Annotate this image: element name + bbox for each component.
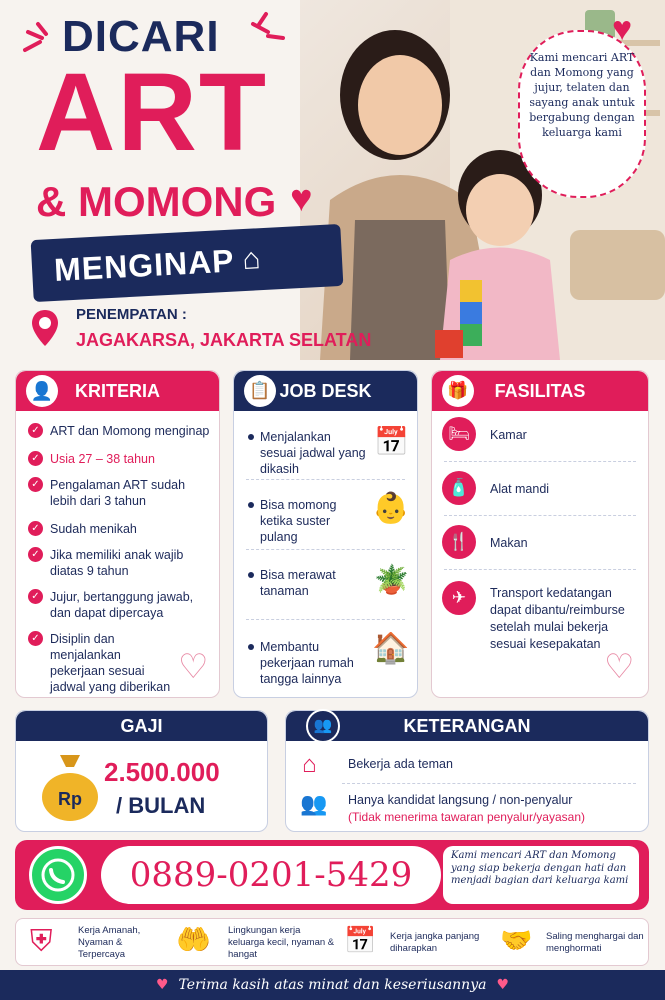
speech-bubble: Kami mencari ART dan Momong yang jujur, telaten dan sayang anak untuk bergabung dengan keluarga kami <box>518 30 646 198</box>
jobdesk-item: Bisa momong ketika suster pulang <box>246 497 367 545</box>
bed-icon: 🛏 <box>442 417 476 451</box>
divider <box>444 515 636 516</box>
kriteria-item: ✓ Jujur, bertanggung jawab, dan dapat dipercaya <box>28 589 211 621</box>
sparkle-icon <box>248 10 288 50</box>
value-item: Saling menghargai dan menghormati <box>546 931 644 954</box>
house-icon: ⌂ <box>241 242 263 277</box>
values-strip <box>15 918 649 966</box>
plant-icon: 🪴 <box>374 564 409 595</box>
handshake-icon: 🤝 <box>500 925 533 955</box>
gift-icon: 🎁 <box>442 375 474 407</box>
keterangan-card <box>285 710 649 832</box>
shield-icon: ⛨ <box>30 925 53 958</box>
banner-text: MENGINAP <box>53 242 236 288</box>
heart-outline-icon: ♡ <box>178 648 209 686</box>
check-icon: ✓ <box>28 423 43 438</box>
jobdesk-title: JOB DESK <box>279 380 372 401</box>
airplane-icon: ✈ <box>442 581 476 615</box>
location-value: JAGAKARSA, JAKARTA SELATAN <box>76 330 372 350</box>
heart-icon: ♥ <box>155 977 169 993</box>
heart-icon: ♥ <box>496 977 510 993</box>
gaji-header <box>16 711 267 741</box>
check-icon: ✓ <box>28 451 43 466</box>
keterangan-title: KETERANGAN <box>403 715 531 736</box>
check-icon: ✓ <box>28 477 43 492</box>
check-icon: ✓ <box>28 631 43 646</box>
divider <box>246 619 405 620</box>
people-icon: 👥 <box>306 709 340 743</box>
divider <box>444 461 636 462</box>
heart-icon: ♥ <box>290 178 313 220</box>
title-momong: & MOMONG <box>36 178 277 225</box>
soap-icon: 🧴 <box>442 471 476 505</box>
salary-amount: 2.500.000 <box>104 757 220 787</box>
clipboard-icon: 📋 <box>244 375 276 407</box>
keterangan-header <box>286 711 648 741</box>
keterangan-line3: (Tidak menerima tawaran penyalur/yayasan) <box>348 810 585 824</box>
title-dicari: DICARI <box>62 12 220 61</box>
kriteria-item: ✓ Disiplin dan menjalankan pekerjaan sesuai jadwal yang diberikan <box>28 631 179 695</box>
kriteria-item: ✓ ART dan Momong menginap <box>28 423 211 439</box>
value-item: Kerja Amanah, Nyaman & Terpercaya <box>78 925 141 960</box>
jobdesk-header <box>234 371 417 411</box>
value-item: Lingkungan kerja keluarga kecil, nyaman & hangat <box>228 925 335 960</box>
location-pin-icon <box>30 308 60 348</box>
title-art: ART <box>36 51 269 174</box>
heart-outline-icon: ♡ <box>604 648 635 686</box>
hands-heart-icon: 🤲 <box>176 924 211 955</box>
divider <box>444 569 636 570</box>
cutlery-icon: 🍴 <box>442 525 476 559</box>
calendar-icon: 📅 <box>374 426 409 457</box>
divider <box>246 479 405 480</box>
fasilitas-item: Transport kedatangan dapat dibantu/reimburse setelah mulai bekerja sesuai kesepakatan <box>490 586 625 651</box>
footer-bar <box>0 970 665 1000</box>
fasilitas-card <box>431 370 649 698</box>
salary-period: / BULAN <box>116 793 206 818</box>
check-icon: ✓ <box>28 521 43 536</box>
money-bag-icon <box>38 751 102 823</box>
keterangan-line1: Bekerja ada teman <box>348 757 453 771</box>
check-icon: ✓ <box>28 547 43 562</box>
gaji-title: GAJI <box>120 715 163 736</box>
person-icon: 👤 <box>26 375 58 407</box>
group-icon: 👥 <box>300 791 328 816</box>
currency-label: Rp <box>58 789 82 809</box>
kriteria-item: ✓ Sudah menikah <box>28 521 211 537</box>
divider <box>246 549 405 550</box>
house-icon: ⌂ <box>302 751 317 778</box>
jobdesk-item: Bisa merawat tanaman <box>246 567 367 599</box>
heart-icon: ♥ <box>612 10 633 48</box>
calendar-check-icon: 📅 <box>344 925 377 955</box>
gaji-card <box>15 710 268 832</box>
fasilitas-header <box>432 371 648 411</box>
jobdesk-card <box>233 370 418 698</box>
keterangan-line2: Hanya kandidat langsung / non-penyalur <box>348 793 573 807</box>
divider <box>342 783 636 784</box>
fasilitas-title: FASILITAS <box>494 380 586 401</box>
fasilitas-item: Alat mandi <box>490 482 550 496</box>
value-item: Kerja jangka panjang diharapkan <box>390 931 480 954</box>
kriteria-item: ✓ Jika memiliki anak wajib diatas 9 tahun <box>28 547 211 579</box>
fasilitas-item: Kamar <box>490 428 527 442</box>
baby-icon: 👶 <box>372 492 410 525</box>
contact-bar <box>15 840 649 910</box>
contact-note: Kami mencari ART dan Momong yang siap bekerja dengan hati dan menjadi bagian dari keluarga kami <box>443 846 639 904</box>
check-icon: ✓ <box>28 589 43 604</box>
whatsapp-icon[interactable] <box>29 846 87 904</box>
jobdesk-item: Menjalankan sesuai jadwal yang dikasih <box>246 429 367 477</box>
menginap-banner <box>31 224 344 302</box>
house-cleaning-icon: 🏠 <box>372 632 410 665</box>
kriteria-title: KRITERIA <box>75 380 160 401</box>
jobdesk-item: Membantu pekerjaan rumah tangga lainnya <box>246 639 367 687</box>
location-label: PENEMPATAN : <box>76 306 187 323</box>
fasilitas-item: Makan <box>490 536 528 550</box>
footer-text: Terima kasih atas minat dan keseriusannya <box>178 977 487 993</box>
kriteria-item: ✓ Pengalaman ART sudah lebih dari 3 tahun <box>28 477 211 509</box>
phone-number[interactable]: 0889-0201-5429 <box>101 846 441 904</box>
kriteria-header <box>16 371 219 411</box>
kriteria-card <box>15 370 220 698</box>
kriteria-item: ✓ Usia 27 – 38 tahun <box>28 451 211 467</box>
